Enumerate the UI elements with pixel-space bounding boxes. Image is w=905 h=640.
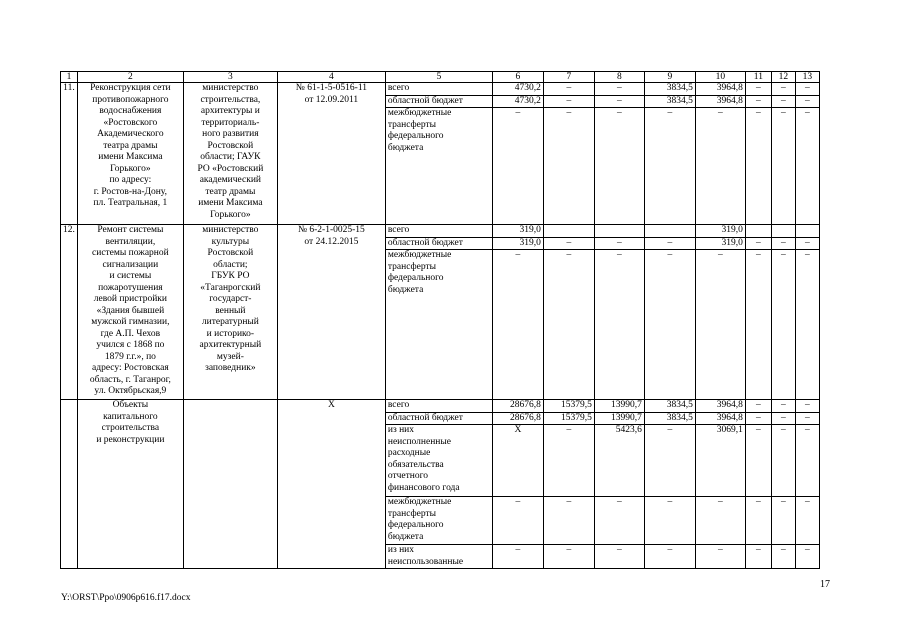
- amount-cell: –: [492, 497, 543, 545]
- amount-cell: –: [594, 83, 644, 96]
- funding-source-label: областной бюджет: [385, 237, 492, 250]
- table-row: [61, 225, 820, 238]
- amount-cell: –: [771, 237, 795, 250]
- amount-cell: –: [795, 83, 819, 96]
- amount-cell: –: [543, 545, 594, 569]
- object-name: Объекты капитального строительства и реконструкции: [77, 400, 183, 569]
- amount-cell: 3834,5: [644, 95, 695, 108]
- amount-cell: Х: [492, 425, 543, 497]
- amount-cell: 319,0: [695, 237, 745, 250]
- amount-cell: [771, 225, 795, 238]
- column-number-header: 11: [745, 72, 771, 83]
- amount-cell: 4730,2: [492, 83, 543, 96]
- amount-cell: 3834,5: [644, 83, 695, 96]
- amount-cell: 319,0: [695, 225, 745, 238]
- amount-cell: –: [644, 545, 695, 569]
- customer-name: министерство строительства, архитектуры и территориаль- ного развития Ростовской области; ГАУК РО «Ростовский академический театр драмы имени Максима Горького»: [183, 83, 277, 225]
- amount-cell: –: [695, 545, 745, 569]
- amount-cell: [795, 225, 819, 238]
- amount-cell: –: [745, 108, 771, 225]
- amount-cell: –: [745, 95, 771, 108]
- column-number-header: 8: [594, 72, 644, 83]
- amount-cell: –: [795, 108, 819, 225]
- column-number-header: 3: [183, 72, 277, 83]
- funding-source-label: всего: [385, 400, 492, 413]
- column-number-header: 13: [795, 72, 819, 83]
- column-number-header: 1: [61, 72, 78, 83]
- document-sheet: [60, 71, 820, 569]
- amount-cell: –: [745, 400, 771, 413]
- object-name: Ремонт системы вентиляции, системы пожарной сигнализации и системы пожаротушения левой пристройки «Здания бывшей мужской гимназии, где А.П. Чехов учился с 1868 по 1879 г.г.», по адресу: Ростовская область, г. Таганрог, ул. Октябрьская,9: [77, 225, 183, 400]
- amount-cell: 4730,2: [492, 95, 543, 108]
- amount-cell: 3964,8: [695, 95, 745, 108]
- amount-cell: –: [771, 400, 795, 413]
- column-number-header: 9: [644, 72, 695, 83]
- amount-cell: –: [492, 250, 543, 400]
- amount-cell: –: [543, 83, 594, 96]
- amount-cell: –: [594, 237, 644, 250]
- amount-cell: 28676,8: [492, 412, 543, 425]
- amount-cell: –: [795, 425, 819, 497]
- amount-cell: 5423,6: [594, 425, 644, 497]
- amount-cell: –: [795, 237, 819, 250]
- amount-cell: [644, 225, 695, 238]
- amount-cell: –: [644, 237, 695, 250]
- amount-cell: 3069,1: [695, 425, 745, 497]
- amount-cell: –: [795, 412, 819, 425]
- amount-cell: –: [695, 497, 745, 545]
- object-name: Реконструкция сети противопожарного водоснабжения «Ростовского Академического театра драмы имени Максима Горького» по адресу: г. Ростов-на-Дону, пл. Театральная, 1: [77, 83, 183, 225]
- funding-source-label: всего: [385, 83, 492, 96]
- amount-cell: –: [771, 545, 795, 569]
- table-header-row: [61, 72, 820, 83]
- amount-cell: –: [492, 108, 543, 225]
- amount-cell: –: [543, 497, 594, 545]
- funding-source-label: областной бюджет: [385, 412, 492, 425]
- amount-cell: –: [771, 412, 795, 425]
- amount-cell: –: [795, 497, 819, 545]
- amount-cell: –: [771, 250, 795, 400]
- column-number-header: 7: [543, 72, 594, 83]
- amount-cell: –: [543, 95, 594, 108]
- amount-cell: 3964,8: [695, 400, 745, 413]
- item-number: 11.: [61, 83, 78, 225]
- amount-cell: 15379,5: [543, 412, 594, 425]
- amount-cell: [543, 225, 594, 238]
- column-number-header: 6: [492, 72, 543, 83]
- amount-cell: 319,0: [492, 237, 543, 250]
- amount-cell: –: [771, 497, 795, 545]
- customer-name: министерство культуры Ростовской области; ГБУК РО «Таганрогский государст- венный литературный и историко- архитектурный музей- заповедник»: [183, 225, 277, 400]
- funding-source-label: межбюджетные трансферты федерального бюджета: [385, 108, 492, 225]
- amount-cell: –: [644, 108, 695, 225]
- amount-cell: –: [695, 108, 745, 225]
- amount-cell: 28676,8: [492, 400, 543, 413]
- amount-cell: 319,0: [492, 225, 543, 238]
- amount-cell: –: [745, 83, 771, 96]
- amount-cell: –: [795, 545, 819, 569]
- amount-cell: –: [795, 400, 819, 413]
- item-number: [61, 400, 78, 569]
- amount-cell: –: [695, 250, 745, 400]
- amount-cell: –: [543, 237, 594, 250]
- amount-cell: –: [745, 545, 771, 569]
- amount-cell: –: [543, 425, 594, 497]
- amount-cell: [745, 225, 771, 238]
- amount-cell: –: [771, 425, 795, 497]
- funding-source-label: областной бюджет: [385, 95, 492, 108]
- amount-cell: –: [771, 95, 795, 108]
- amount-cell: –: [795, 250, 819, 400]
- amount-cell: –: [745, 237, 771, 250]
- column-number-header: 4: [277, 72, 385, 83]
- file-path: Y:\ORST\Ppo\0906p616.f17.docx: [61, 593, 191, 603]
- page-number: 17: [820, 579, 830, 590]
- amount-cell: –: [771, 108, 795, 225]
- column-number-header: 2: [77, 72, 183, 83]
- budget-table: [60, 71, 820, 569]
- amount-cell: –: [594, 250, 644, 400]
- document-reference: № 61-1-5-0516-11 от 12.09.2011: [277, 83, 385, 225]
- amount-cell: –: [644, 425, 695, 497]
- column-number-header: 12: [771, 72, 795, 83]
- amount-cell: 3834,5: [644, 400, 695, 413]
- funding-source-label: межбюджетные трансферты федерального бюджета: [385, 250, 492, 400]
- amount-cell: –: [594, 497, 644, 545]
- column-number-header: 5: [385, 72, 492, 83]
- amount-cell: –: [745, 497, 771, 545]
- table-row: [61, 83, 820, 96]
- amount-cell: –: [594, 545, 644, 569]
- amount-cell: 3964,8: [695, 83, 745, 96]
- amount-cell: –: [745, 425, 771, 497]
- amount-cell: 13990,7: [594, 400, 644, 413]
- amount-cell: –: [543, 108, 594, 225]
- amount-cell: –: [771, 83, 795, 96]
- amount-cell: –: [543, 250, 594, 400]
- document-reference: № 6-2-1-0025-15 от 24.12.2015: [277, 225, 385, 400]
- amount-cell: –: [594, 95, 644, 108]
- amount-cell: 3834,5: [644, 412, 695, 425]
- amount-cell: –: [745, 412, 771, 425]
- funding-source-label: из них неиспользованные: [385, 545, 492, 569]
- amount-cell: –: [644, 497, 695, 545]
- amount-cell: 3964,8: [695, 412, 745, 425]
- amount-cell: –: [745, 250, 771, 400]
- amount-cell: 13990,7: [594, 412, 644, 425]
- amount-cell: –: [492, 545, 543, 569]
- amount-cell: –: [644, 250, 695, 400]
- funding-source-label: всего: [385, 225, 492, 238]
- funding-source-label: из них неисполненные расходные обязательства отчетного финансового года: [385, 425, 492, 497]
- amount-cell: [594, 225, 644, 238]
- table-row: [61, 400, 820, 413]
- funding-source-label: межбюджетные трансферты федерального бюджета: [385, 497, 492, 545]
- amount-cell: 15379,5: [543, 400, 594, 413]
- amount-cell: –: [795, 95, 819, 108]
- amount-cell: –: [594, 108, 644, 225]
- customer-name: [183, 400, 277, 569]
- document-reference: Х: [277, 400, 385, 569]
- item-number: 12.: [61, 225, 78, 400]
- column-number-header: 10: [695, 72, 745, 83]
